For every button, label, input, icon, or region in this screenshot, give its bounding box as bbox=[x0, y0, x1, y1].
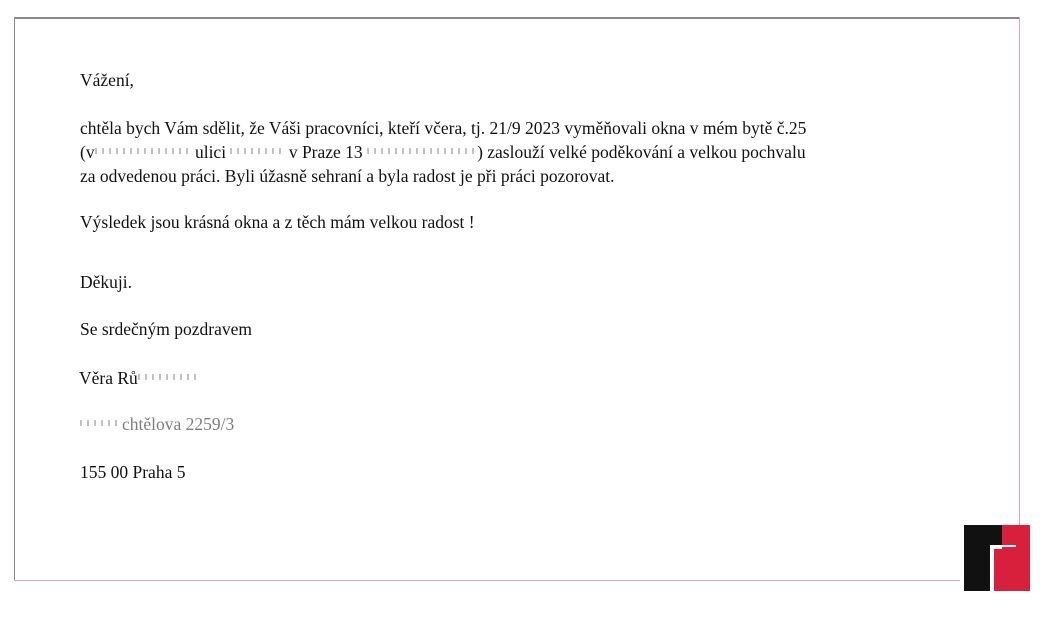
paragraph-1-line-2-city: v Praze 13 bbox=[288, 142, 363, 162]
logo-red-block bbox=[1002, 525, 1030, 591]
paragraph-1-line-3: za odvedenou práci. Byli úžasně sehraní a byla radost je při práci pozorovat. bbox=[80, 166, 615, 186]
thanks: Děkuji. bbox=[80, 272, 133, 292]
sender-street bbox=[80, 412, 234, 436]
sender-postal-city: 155 00 Praha 5 bbox=[80, 462, 186, 482]
signature bbox=[79, 366, 198, 390]
paragraph-2: Výsledek jsou krásná okna a z těch mám velkou radost ! bbox=[80, 212, 475, 232]
closing: Se srdečným pozdravem bbox=[80, 319, 253, 339]
paragraph-1-line-2-start: (v bbox=[80, 142, 95, 162]
page-frame-right bbox=[1019, 17, 1020, 527]
paragraph-1-line-2-street-word: ulici bbox=[194, 142, 227, 162]
brand-logo-icon bbox=[964, 525, 1030, 591]
logo-notch bbox=[1002, 545, 1016, 547]
page-frame-bottom bbox=[14, 580, 960, 581]
paragraph-1-line-2 bbox=[80, 140, 806, 164]
sender-street-text: chtělova 2259/3 bbox=[122, 414, 235, 434]
redacted-street-start bbox=[80, 414, 122, 433]
signature-name: Věra Rů bbox=[79, 368, 138, 388]
redacted-surname bbox=[138, 368, 198, 387]
redacted-street bbox=[95, 142, 191, 161]
logo-red-left bbox=[994, 549, 1002, 591]
page-frame-top bbox=[14, 17, 1020, 19]
redacted-district bbox=[367, 142, 477, 161]
salutation: Vážení, bbox=[80, 70, 134, 90]
paragraph-1-line-2-end: ) zaslouží velké poděkování a velkou pochvalu bbox=[477, 142, 806, 162]
paragraph-1-line-1: chtěla bych Vám sdělit, že Váši pracovníci, kteří včera, tj. 21/9 2023 vyměňovali okna v mém bytě č.25 bbox=[80, 118, 807, 138]
redacted-house-number bbox=[230, 142, 284, 161]
page-frame-left bbox=[14, 17, 15, 581]
